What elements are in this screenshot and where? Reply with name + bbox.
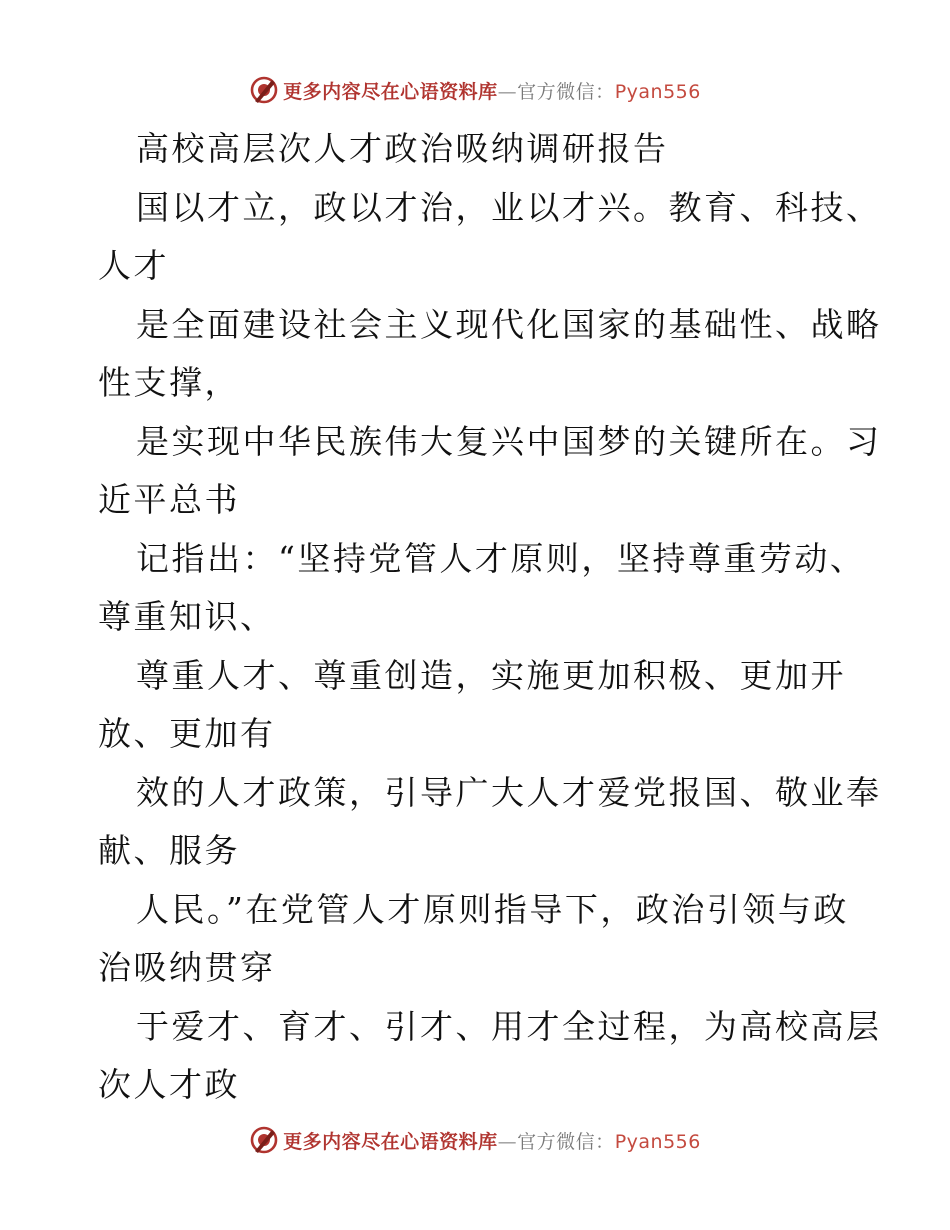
text-line: 于爱才、育才、引才、用才全过程，为高校高层 [136,1006,882,1046]
text-line: 效的人才政策，引导广大人才爱党报国、敬业奉 [136,772,882,812]
document-title: 高校高层次人才政治吸纳调研报告 [136,129,669,168]
text-line: 人才 [98,246,169,285]
watermark-wechat-id: Pyan556 [614,1130,701,1153]
text-line: 放、更加有 [98,714,276,753]
text-line: 人民。”在党管人才原则指导下，政治引领与政 [136,889,849,929]
watermark-dash: — [497,80,518,103]
text-line: 记指出：“坚持党管人才原则，坚持尊重劳动、 [136,538,866,578]
text-line: 次人才政 [98,1065,240,1104]
text-line: 近平总书 [98,480,240,519]
document-body [98,120,882,1115]
pen-logo-icon [249,75,279,105]
text-line: 治吸纳贯穿 [98,948,276,987]
watermark-dash: — [497,1130,518,1153]
pen-logo-icon [249,1125,279,1155]
watermark-wechat-id: Pyan556 [614,80,701,103]
watermark-sub-text: 官方微信： [517,80,615,103]
text-line: 性支撑， [98,363,240,402]
text-line: 是全面建设社会主义现代化国家的基础性、战略 [136,304,882,344]
text-line: 献、服务 [98,831,240,870]
text-line: 国以才立，政以才治，业以才兴。教育、科技、 [136,187,882,227]
footer-watermark [0,1122,950,1158]
watermark-sub-text: 官方微信： [517,1130,615,1153]
watermark-main-text: 更多内容尽在心语资料库 [283,80,498,103]
text-line: 尊重人才、尊重创造，实施更加积极、更加开 [136,655,846,695]
header-watermark [0,72,950,108]
watermark-main-text: 更多内容尽在心语资料库 [283,1130,498,1153]
text-line: 是实现中华民族伟大复兴中国梦的关键所在。习 [136,421,882,461]
text-line: 尊重知识、 [98,597,276,636]
